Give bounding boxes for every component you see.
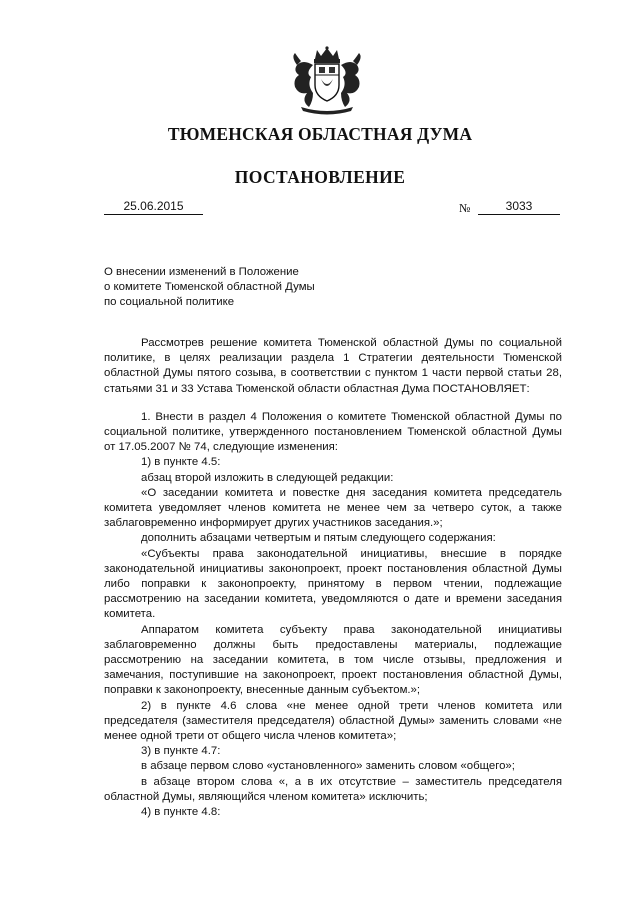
preamble-paragraph: Рассмотрев решение комитета Тюменской областной Думы по социальной политике, в целях реализации раздела 1 Стратегии деятельности Тюменской областной Думы пятого созыва, в соответствии с пунктом 1 части первой статьи 28, статьями 31 и 33 Устава Тюменской области областная Дума ПОСТАНОВЛЯЕТ: [104,337,562,395]
body-paragraph: абзац второй изложить в следующей редакции: [141,471,394,484]
body-paragraph: 2) в пункте 4.6 слова «не менее одной трети членов комитета или председателя (заместителя председателя) областной Думы» заменить словами «не менее одной трети от общего числа членов комитета»; [104,699,562,743]
body-paragraph: 4) в пункте 4.8: [141,806,221,819]
body-paragraph: «О заседании комитета и повестке дня заседания комитета председатель комитета уведомляет членов комитета не менее чем за четверо суток, а также заблаговременно информирует других участников заседания.»; [104,486,562,530]
document-body [104,336,562,820]
subject-line: о комитете Тюменской областной Думы [104,281,315,293]
body-paragraph: 1. Внести в раздел 4 Положения о комитете Тюменской областной Думы по социальной политике, утвержденного постановлением Тюменской областной Думы от 17.05.2007 № 74, следующие изменения: [104,410,562,454]
subject-line: О внесении изменений в Положение [104,266,299,278]
document-subject [104,265,364,310]
body-paragraph: «Субъекты права законодательной инициативы, внесшие в порядке законодательной инициативы законопроект, проект постановления областной Думы либо поправки к законопроекту, принятому в первом чтении, подлежащие рассмотрению на заседании комитета, уведомляются о дате и времени заседания комитета. [104,547,562,621]
subject-line: по социальной политике [104,296,235,308]
body-paragraph: 1) в пункте 4.5: [141,456,221,469]
coat-of-arms-icon [285,45,369,115]
document-date: 25.06.2015 [104,199,203,215]
body-paragraph: 3) в пункте 4.7: [141,745,221,758]
document-number: 3033 [478,199,560,215]
organization-title: ТЮМЕНСКАЯ ОБЛАСТНАЯ ДУМА [167,124,473,144]
body-paragraph: Аппаратом комитета субъекту права законодательной инициативы заблаговременно должны быть предоставлены материалы, подлежащие рассмотрению на заседании комитета, в том числе отзывы, предложения и замечания, поступившие на законопроект, проект постановления областной Думы, поправки к законопроекту, внесенные данным субъектом.»; [104,623,562,697]
body-paragraph: дополнить абзацами четвертым и пятым следующего содержания: [141,532,496,545]
document-type-title: ПОСТАНОВЛЕНИЕ [234,167,406,187]
body-paragraph: в абзаце первом слово «установленного» заменить словом «общего»; [141,760,515,773]
number-label: № [459,201,471,215]
body-paragraph: в абзаце втором слова «, а в их отсутствие – заместитель председателя областной Думы, являющийся членом комитета» исключить; [104,775,562,803]
